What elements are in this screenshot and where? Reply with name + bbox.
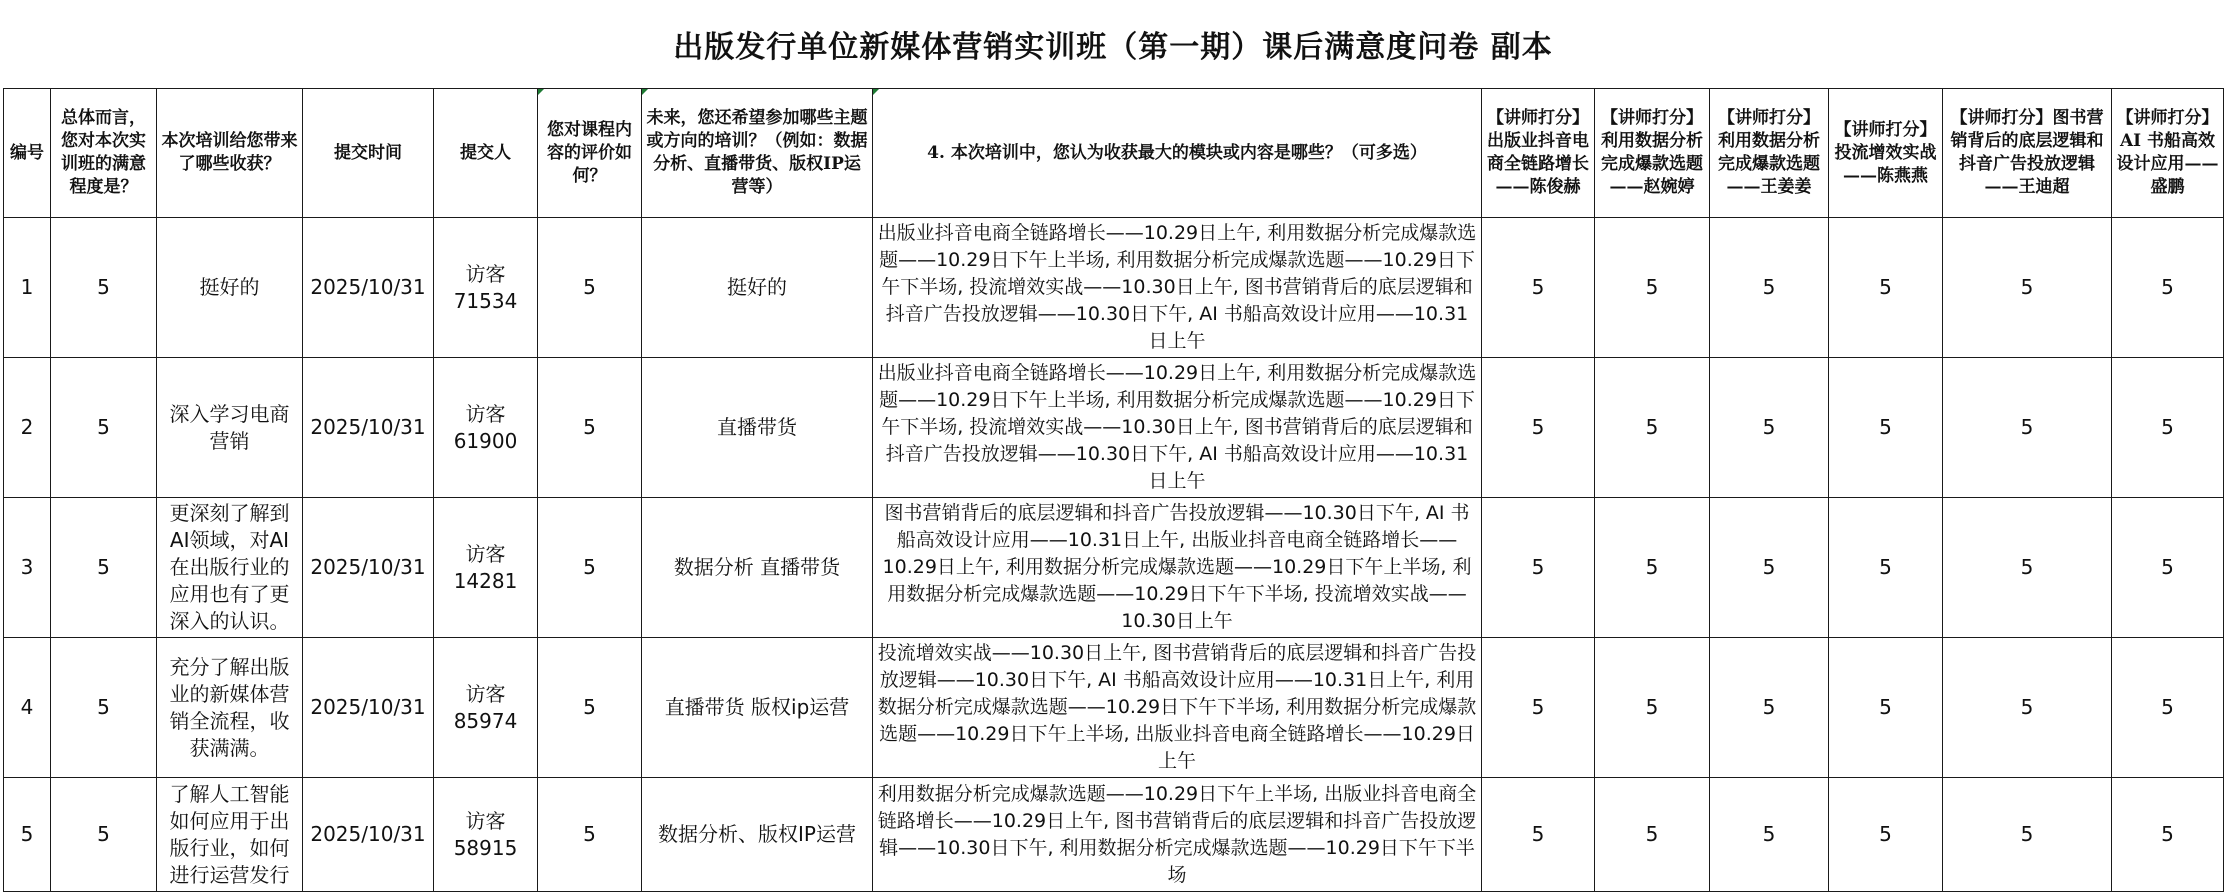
header-cell-course-rating[interactable]: 您对课程内容的评价如何？ [538, 89, 642, 218]
cell-lecturer-2-score[interactable]: 5 [1595, 778, 1710, 892]
cell-satisfaction[interactable]: 5 [51, 498, 157, 638]
cell-lecturer-5-score[interactable]: 5 [1943, 218, 2112, 358]
cell-submit-time[interactable]: 2025/10/31 [303, 778, 434, 892]
header-cell-lecturer-3[interactable]: 【讲师打分】利用数据分析完成爆款选题——王姜姜 [1710, 89, 1829, 218]
cell-lecturer-5-score[interactable]: 5 [1943, 778, 2112, 892]
cell-submitter[interactable]: 访客85974 [434, 638, 538, 778]
cell-course-rating[interactable]: 5 [538, 218, 642, 358]
cell-best-modules-text: 出版业抖音电商全链路增长——10.29日上午, 利用数据分析完成爆款选题——10.29日下午上半场, 利用数据分析完成爆款选题——10.29日下午下半场, 投流增效实战——10.30日上午, 图书营销背后的底层逻辑和抖音广告投放逻辑——10.30日下午, AI 书船高效设计应用——10.31日上午 [877, 222, 1477, 352]
cell-lecturer-6-score[interactable]: 5 [2112, 498, 2224, 638]
cell-gains[interactable] [157, 778, 303, 892]
cell-lecturer-3-score[interactable]: 5 [1710, 218, 1829, 358]
cell-lecturer-5-score[interactable]: 5 [1943, 358, 2112, 498]
cell-satisfaction[interactable]: 5 [51, 778, 157, 892]
sheet-title: 出版发行单位新媒体营销实训班（第一期）课后满意度问卷 副本 [673, 30, 1553, 65]
cell-lecturer-1-score[interactable]: 5 [1482, 778, 1595, 892]
cell-lecturer-2-score[interactable]: 5 [1595, 638, 1710, 778]
cell-best-modules-text: 利用数据分析完成爆款选题——10.29日下午上半场, 出版业抖音电商全链路增长——10.29日上午, 图书营销背后的底层逻辑和抖音广告投放逻辑——10.30日下午, 利用数据分析完成爆款选题——10.29日下午下半场 [877, 782, 1477, 886]
cell-lecturer-6-score[interactable]: 5 [2112, 218, 2224, 358]
cell-best-modules-text: 图书营销背后的底层逻辑和抖音广告投放逻辑——10.30日下午, AI 书船高效设计应用——10.31日上午, 出版业抖音电商全链路增长——10.29日上午, 利用数据分析完成爆款选题——10.29日下午上半场, 利用数据分析完成爆款选题——10.29日下午下半场, 投流增效实战——10.30日上午 [882, 502, 1472, 632]
cell-submitter[interactable]: 访客58915 [434, 778, 538, 892]
table-row [4, 358, 2224, 498]
survey-table [3, 88, 2224, 892]
header-cell-lecturer-1[interactable]: 【讲师打分】出版业抖音电商全链路增长——陈俊赫 [1482, 89, 1595, 218]
header-cell-gains[interactable]: 本次培训给您带来了哪些收获？ [157, 89, 303, 218]
cell-gains-text: 充分了解出版业的新媒体营销全流程，收获满满。 [169, 654, 290, 760]
cell-best-modules[interactable] [873, 778, 1482, 892]
table-row [4, 778, 2224, 892]
cell-lecturer-4-score[interactable]: 5 [1829, 778, 1943, 892]
cell-lecturer-1-score[interactable]: 5 [1482, 498, 1595, 638]
cell-best-modules-text: 出版业抖音电商全链路增长——10.29日上午, 利用数据分析完成爆款选题——10.29日下午上半场, 利用数据分析完成爆款选题——10.29日下午下半场, 投流增效实战——10.30日上午, 图书营销背后的底层逻辑和抖音广告投放逻辑——10.30日下午, AI 书船高效设计应用——10.31日上午 [877, 362, 1477, 492]
header-cell-submit-time[interactable]: 提交时间 [303, 89, 434, 218]
header-row [4, 89, 2224, 218]
cell-lecturer-2-score[interactable]: 5 [1595, 218, 1710, 358]
cell-course-rating[interactable]: 5 [538, 638, 642, 778]
cell-lecturer-2-score[interactable]: 5 [1595, 498, 1710, 638]
cell-lecturer-3-score[interactable]: 5 [1710, 498, 1829, 638]
cell-lecturer-1-score[interactable]: 5 [1482, 218, 1595, 358]
cell-future-topics[interactable]: 挺好的 [642, 218, 873, 358]
header-cell-id[interactable]: 编号 [4, 89, 51, 218]
cell-lecturer-4-score[interactable]: 5 [1829, 638, 1943, 778]
cell-course-rating[interactable]: 5 [538, 498, 642, 638]
cell-lecturer-5-score[interactable]: 5 [1943, 638, 2112, 778]
cell-lecturer-1-score[interactable]: 5 [1482, 638, 1595, 778]
cell-course-rating[interactable]: 5 [538, 358, 642, 498]
cell-lecturer-3-score[interactable]: 5 [1710, 358, 1829, 498]
cell-submitter[interactable]: 访客71534 [434, 218, 538, 358]
cell-lecturer-6-score[interactable]: 5 [2112, 778, 2224, 892]
header-cell-lecturer-5[interactable]: 【讲师打分】图书营销背后的底层逻辑和抖音广告投放逻辑——王迪超 [1943, 89, 2112, 218]
cell-lecturer-3-score[interactable]: 5 [1710, 778, 1829, 892]
cell-gains-text: 更深刻了解到AI领域，对AI在出版行业的应用也有了更深入的认识。 [169, 501, 290, 633]
header-cell-lecturer-2[interactable]: 【讲师打分】利用数据分析完成爆款选题——赵婉婷 [1595, 89, 1710, 218]
cell-course-rating[interactable]: 5 [538, 778, 642, 892]
cell-best-modules-text: 投流增效实战——10.30日上午, 图书营销背后的底层逻辑和抖音广告投放逻辑——10.30日下午, AI 书船高效设计应用——10.31日上午, 利用数据分析完成爆款选题——10.29日下午下半场, 利用数据分析完成爆款选题——10.29日下午上半场, 出版业抖音电商全链路增长——10.29日上午 [877, 642, 1477, 772]
cell-future-topics[interactable]: 数据分析 直播带货 [642, 498, 873, 638]
cell-satisfaction[interactable]: 5 [51, 218, 157, 358]
header-cell-future-topics[interactable]: 未来，您还希望参加哪些主题或方向的培训？（例如：数据分析、直播带货、版权IP运营等） [642, 89, 873, 218]
header-cell-lecturer-6[interactable]: 【讲师打分】AI 书船高效设计应用——盛鹏 [2112, 89, 2224, 218]
cell-lecturer-4-score[interactable]: 5 [1829, 498, 1943, 638]
cell-best-modules[interactable] [873, 498, 1482, 638]
cell-lecturer-6-score[interactable]: 5 [2112, 358, 2224, 498]
cell-gains-text: 深入学习电商营销 [169, 401, 290, 453]
table-row [4, 638, 2224, 778]
cell-id[interactable]: 5 [4, 778, 51, 892]
cell-submitter[interactable]: 访客14281 [434, 498, 538, 638]
cell-lecturer-4-score[interactable]: 5 [1829, 218, 1943, 358]
cell-lecturer-2-score[interactable]: 5 [1595, 358, 1710, 498]
table-row [4, 498, 2224, 638]
header-cell-lecturer-4[interactable]: 【讲师打分】投流增效实战——陈燕燕 [1829, 89, 1943, 218]
cell-satisfaction[interactable]: 5 [51, 358, 157, 498]
cell-best-modules[interactable] [873, 218, 1482, 358]
cell-future-topics[interactable]: 直播带货 [642, 358, 873, 498]
cell-id[interactable]: 3 [4, 498, 51, 638]
cell-future-topics[interactable]: 直播带货 版权ip运营 [642, 638, 873, 778]
cell-best-modules[interactable] [873, 638, 1482, 778]
cell-gains[interactable] [157, 218, 303, 358]
cell-lecturer-1-score[interactable]: 5 [1482, 358, 1595, 498]
cell-submitter[interactable]: 访客61900 [434, 358, 538, 498]
table-row [4, 218, 2224, 358]
cell-lecturer-6-score[interactable]: 5 [2112, 638, 2224, 778]
header-cell-submitter[interactable]: 提交人 [434, 89, 538, 218]
cell-lecturer-5-score[interactable]: 5 [1943, 498, 2112, 638]
cell-gains[interactable] [157, 358, 303, 498]
cell-submit-time[interactable]: 2025/10/31 [303, 498, 434, 638]
cell-gains-text: 了解人工智能如何应用于出版行业，如何进行运营发行 [169, 781, 290, 887]
header-cell-satisfaction[interactable]: 总体而言，您对本次实训班的满意程度是？ [51, 89, 157, 218]
cell-best-modules[interactable] [873, 358, 1482, 498]
cell-submit-time[interactable]: 2025/10/31 [303, 218, 434, 358]
cell-gains[interactable] [157, 638, 303, 778]
cell-id[interactable]: 2 [4, 358, 51, 498]
header-cell-best-modules[interactable]: 4. 本次培训中，您认为收获最大的模块或内容是哪些？（可多选） [873, 89, 1482, 218]
cell-future-topics[interactable]: 数据分析、版权IP运营 [642, 778, 873, 892]
cell-submit-time[interactable]: 2025/10/31 [303, 638, 434, 778]
cell-lecturer-4-score[interactable]: 5 [1829, 358, 1943, 498]
cell-id[interactable]: 4 [4, 638, 51, 778]
cell-id[interactable]: 1 [4, 218, 51, 358]
cell-gains-text: 挺好的 [199, 275, 260, 299]
cell-satisfaction[interactable]: 5 [51, 638, 157, 778]
cell-lecturer-3-score[interactable]: 5 [1710, 638, 1829, 778]
cell-submit-time[interactable]: 2025/10/31 [303, 358, 434, 498]
cell-gains[interactable] [157, 498, 303, 638]
